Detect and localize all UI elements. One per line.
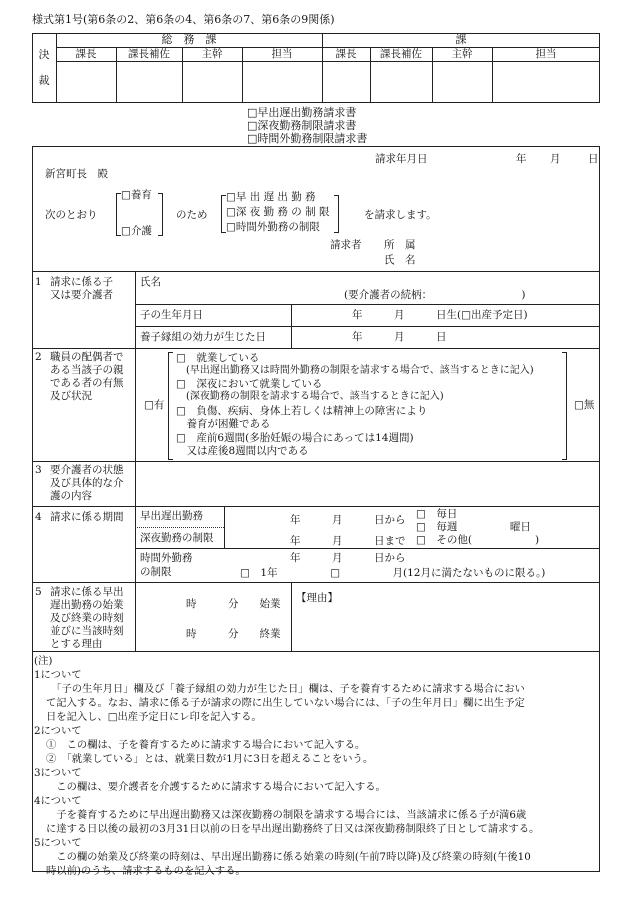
- s1-birth-label: 子の生年月日: [140, 309, 203, 321]
- s2-item-disability[interactable]: □ 負傷、疾病、身体上若しくは精神上の障害により: [176, 405, 428, 417]
- for-label: のため: [176, 209, 208, 221]
- s5-start-time: 時 分 始業: [186, 598, 281, 610]
- approval-col-staff-2: 担当: [535, 48, 557, 60]
- type-option-early-late[interactable]: □早 出 遅 出 勤 務: [226, 191, 316, 203]
- request-date-month: 月: [550, 153, 561, 165]
- title-late-night: □深夜勤務制限請求書: [247, 119, 357, 132]
- approval-col-manager-2: 主幹: [451, 48, 473, 60]
- s2-none-option[interactable]: □無: [574, 399, 595, 411]
- reason-prefix: 次のとおり: [45, 209, 98, 221]
- s5-title-line4: 並びに当該時刻: [50, 625, 124, 637]
- s5-title-line2: 遅出勤務の始業: [50, 599, 124, 611]
- s4-overtime-label-line1: 時間外勤務: [140, 552, 193, 564]
- reason-option-childcare[interactable]: □養育: [121, 189, 152, 201]
- approval-col-deputy-1: 課長補佐: [128, 48, 170, 60]
- s4-option-weekly[interactable]: □ 毎週 曜日: [416, 521, 531, 533]
- s3-title-line2: 及び具体的な介: [50, 477, 124, 489]
- s5-title-line5: とする理由: [50, 638, 103, 650]
- s4-early-late-label: 早出遅出勤務: [140, 510, 203, 522]
- approval-label-text: 決裁: [38, 48, 50, 87]
- s1-relation: (要介護者の続柄： ): [344, 289, 526, 301]
- title-overtime: □時間外勤務制限請求書: [247, 132, 368, 145]
- note-line: 3について: [34, 767, 82, 779]
- s2-item-night[interactable]: □ 深夜において就業している: [176, 378, 323, 390]
- s5-title-line1: 請求に係る早出: [50, 586, 124, 598]
- s2-item-maternity[interactable]: □ 産前6週間(多胎妊娠の場合にあっては14週間): [176, 432, 414, 444]
- approval-col-manager-1: 主幹: [201, 48, 223, 60]
- s2-item-disability-cont: 養育が困難である: [176, 418, 271, 430]
- s4-overtime-from-date: 年 月 日から: [290, 552, 406, 564]
- note-line: 時以前)のうち、請求するものを記入する。: [46, 865, 246, 877]
- approval-col-chief-2: 課長: [335, 48, 357, 60]
- approval-col-staff-1: 担当: [271, 48, 293, 60]
- type-option-late-night[interactable]: □深 夜 勤 務 の 制 限: [226, 206, 330, 218]
- title-early-late: □早出遅出勤務請求書: [247, 106, 357, 119]
- s5-end-time: 時 分 終業: [186, 628, 281, 640]
- note-line: この欄は、要介護者を介護するために請求する場合において記入する。: [46, 781, 386, 793]
- s2-title-line1: 職員の配偶者で: [50, 351, 124, 363]
- s5-number: 5: [35, 586, 42, 598]
- request-date-day: 日: [588, 153, 599, 165]
- note-line: に達する日以後の最初の3月31日以前の日を早出遅出勤務終了日又は深夜勤務制限終了日として請求する。: [46, 823, 540, 835]
- approval-label: [32, 42, 56, 94]
- request-date-label: 請求年月日: [375, 153, 428, 165]
- note-line: 5について: [34, 837, 82, 849]
- s3-title-line1: 要介護者の状態: [50, 464, 124, 476]
- note-line: 4について: [34, 795, 82, 807]
- s3-number: 3: [35, 464, 42, 476]
- s2-item-night-note: (深夜勤務の制限を請求する場合で、該当するときに記入): [176, 391, 444, 402]
- s1-number: 1: [35, 276, 42, 288]
- s2-title-line3: である者の有無: [50, 377, 124, 389]
- note-line: 「子の生年月日」欄及び「養子縁組の効力が生じた日」欄は、子を養育するために請求する場合におい: [46, 683, 525, 695]
- approval-group-general: 総 務 課: [161, 33, 217, 46]
- s1-title-line1: 請求に係る子: [50, 276, 113, 288]
- s2-title-line4: 及び状況: [50, 390, 92, 402]
- s2-number: 2: [35, 351, 42, 363]
- requester-name-label: 氏 名: [384, 254, 416, 266]
- s5-reason-label: 【理由】: [296, 592, 338, 604]
- s2-item-employed-note: (早出遅出勤務又は時間外勤務の制限を請求する場合で、該当するときに記入): [176, 365, 534, 376]
- approval-col-chief-1: 課長: [75, 48, 97, 60]
- s4-option-other[interactable]: □ その他( ): [416, 534, 540, 546]
- note-line: 日を記入し、□出産予定日にレ印を記入する。: [46, 711, 262, 723]
- requester-dept-label: 所 属: [384, 239, 416, 251]
- s4-title: 請求に係る期間: [50, 511, 124, 523]
- s1-adoption-label: 養子縁組の効力が生じた日: [140, 331, 266, 343]
- s4-late-night-label: 深夜勤務の制限: [140, 532, 214, 544]
- s1-name-label: 氏名: [140, 276, 161, 288]
- s3-title-line3: 護の内容: [50, 490, 92, 502]
- request-date-year: 年: [516, 153, 527, 165]
- note-line: て記入する。なお、請求に係る子が請求の際に出生していない場合には、「子の生年月日」欄に出生予定: [46, 697, 525, 709]
- s4-option-daily[interactable]: □ 毎日: [416, 508, 458, 520]
- note-line: ② 「就業している」とは、就業日数が1月に3日を超えることをいう。: [46, 753, 374, 765]
- notes-heading: (注): [34, 655, 53, 667]
- request-suffix: を請求します。: [364, 209, 437, 221]
- s4-overtime-label-line2: の制限: [140, 566, 172, 578]
- s2-has-option[interactable]: □有: [144, 399, 165, 411]
- approval-col-deputy-2: 課長補佐: [380, 48, 422, 60]
- type-option-overtime[interactable]: □時間外勤務の制限: [226, 221, 320, 233]
- s4-to-date: 年 月 日まで: [290, 535, 406, 547]
- s2-title-line2: ある当該子の親: [50, 364, 124, 376]
- addressee: 新宮町長 殿: [45, 168, 108, 180]
- s1-title-line2: 又は要介護者: [50, 289, 113, 301]
- approval-group-section: 課: [455, 33, 467, 46]
- s1-adoption-value: 年 月 日: [352, 331, 447, 343]
- note-line: この欄の始業及び終業の時刻は、早出遅出勤務に係る始業の時刻(午前7時以降)及び終業の時刻(午後10: [46, 851, 531, 863]
- s5-title-line3: 及び終業の時刻: [50, 612, 124, 624]
- note-line: ① この欄は、子を養育するために請求する場合において記入する。: [46, 739, 366, 751]
- note-line: 子を養育するために早出遅出勤務又は深夜勤務の制限を請求する場合には、当該請求に係る子が満6歳: [46, 809, 527, 821]
- note-line: 1について: [34, 669, 82, 681]
- requester-label: 請求者: [330, 239, 362, 251]
- s4-overtime-period-options[interactable]: □ 1年 □ 月(12月に満たないものに限る。): [240, 567, 546, 579]
- reason-option-nursing[interactable]: □介護: [121, 225, 152, 237]
- s4-number: 4: [35, 511, 42, 523]
- note-line: 2について: [34, 725, 82, 737]
- s1-birth-value: 年 月 日生(□出産予定日): [352, 309, 528, 321]
- s2-item-employed[interactable]: □ 就業している: [176, 352, 260, 364]
- form-number: 様式第1号(第6条の2、第6条の4、第6条の7、第6条の9関係): [32, 13, 335, 26]
- s4-from-date: 年 月 日から: [290, 514, 406, 526]
- s2-item-maternity-cont: 又は産後8週間以内である: [176, 445, 309, 457]
